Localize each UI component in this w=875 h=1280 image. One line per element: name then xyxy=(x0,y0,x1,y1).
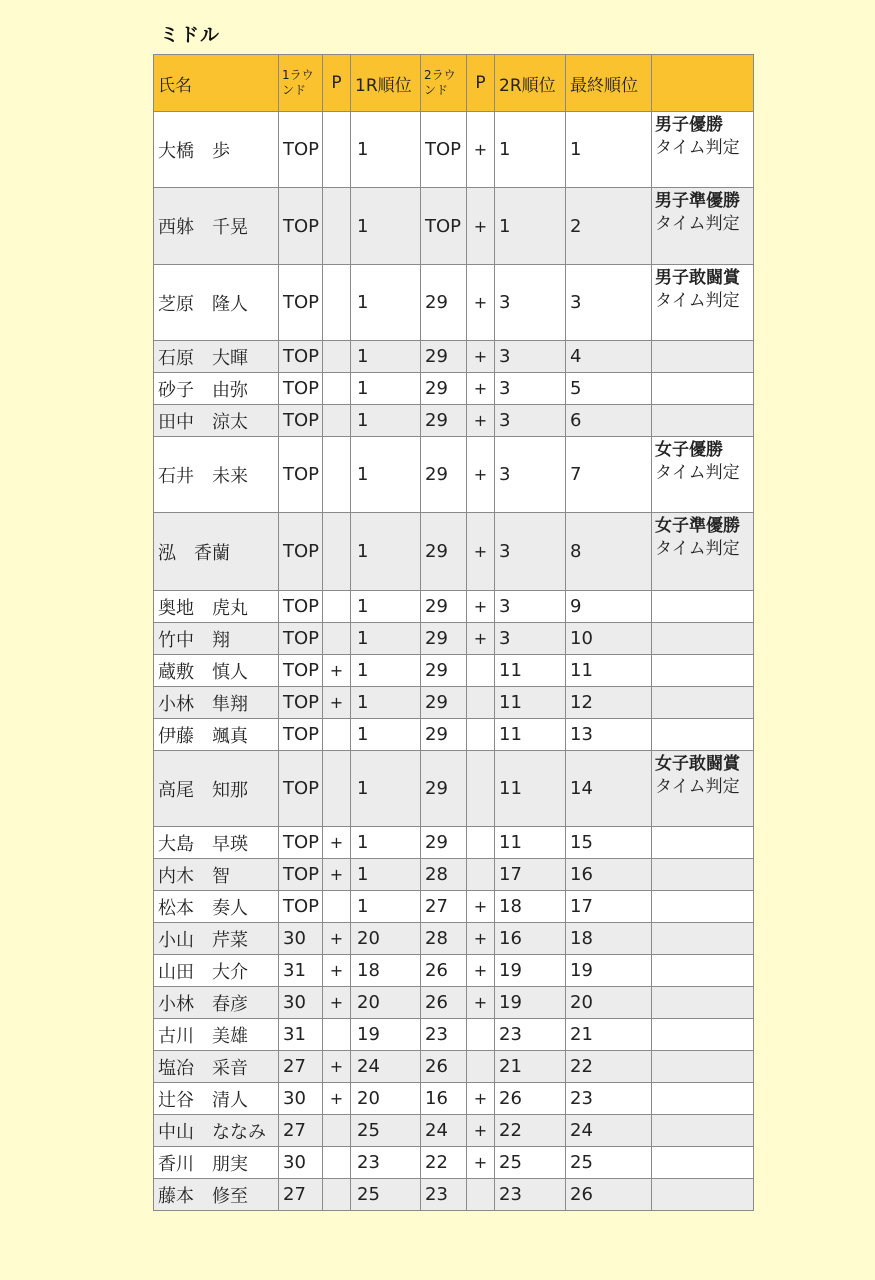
rank2-cell: 23 xyxy=(495,1019,566,1051)
name-cell: 西躰 千晃 xyxy=(154,188,279,265)
note-cell xyxy=(652,1051,754,1083)
final-rank-cell: 11 xyxy=(566,655,652,687)
table-row xyxy=(154,265,754,341)
header-p1: P xyxy=(323,55,351,112)
p2-cell xyxy=(467,1179,495,1211)
name-cell: 砂子 由弥 xyxy=(154,373,279,405)
table-row xyxy=(154,1083,754,1115)
p2-cell: + xyxy=(467,923,495,955)
p2-cell xyxy=(467,687,495,719)
rank2-cell: 3 xyxy=(495,591,566,623)
name-cell: 山田 大介 xyxy=(154,955,279,987)
header-rank1: 1R順位 xyxy=(351,55,421,112)
table-row xyxy=(154,1019,754,1051)
p2-cell: + xyxy=(467,188,495,265)
round2-cell: 29 xyxy=(421,265,467,341)
header-row xyxy=(154,55,754,112)
note-cell xyxy=(652,373,754,405)
final-rank-cell: 3 xyxy=(566,265,652,341)
header-p2: P xyxy=(467,55,495,112)
rank1-cell: 1 xyxy=(351,265,421,341)
note-cell xyxy=(652,437,754,513)
final-rank-cell: 18 xyxy=(566,923,652,955)
rank1-cell: 1 xyxy=(351,687,421,719)
p1-cell xyxy=(323,719,351,751)
p1-cell: + xyxy=(323,1051,351,1083)
table-row xyxy=(154,719,754,751)
p1-cell xyxy=(323,373,351,405)
rank2-cell: 19 xyxy=(495,955,566,987)
judgement-label: タイム判定 xyxy=(655,440,740,483)
table-row xyxy=(154,341,754,373)
final-rank-cell: 20 xyxy=(566,987,652,1019)
table-row xyxy=(154,955,754,987)
rank1-cell: 18 xyxy=(351,955,421,987)
round2-cell: 23 xyxy=(421,1019,467,1051)
note-cell xyxy=(652,1083,754,1115)
header-round1-top: 1ラウ xyxy=(282,68,314,82)
round2-cell: 22 xyxy=(421,1147,467,1179)
final-rank-cell: 9 xyxy=(566,591,652,623)
judgement-label: タイム判定 xyxy=(655,754,757,797)
name-cell: 中山 ななみ xyxy=(154,1115,279,1147)
table-row xyxy=(154,1147,754,1179)
rank2-cell: 11 xyxy=(495,751,566,827)
final-rank-cell: 15 xyxy=(566,827,652,859)
table-row xyxy=(154,1051,754,1083)
round2-cell: TOP xyxy=(421,188,467,265)
final-rank-cell: 8 xyxy=(566,513,652,591)
table-row xyxy=(154,827,754,859)
rank2-cell: 3 xyxy=(495,265,566,341)
p2-cell: + xyxy=(467,987,495,1019)
name-cell: 奥地 虎丸 xyxy=(154,591,279,623)
round2-cell: 28 xyxy=(421,923,467,955)
final-rank-cell: 21 xyxy=(566,1019,652,1051)
rank1-cell: 24 xyxy=(351,1051,421,1083)
round2-cell: 29 xyxy=(421,623,467,655)
round1-cell: TOP xyxy=(279,341,323,373)
final-rank-cell: 24 xyxy=(566,1115,652,1147)
round1-cell: TOP xyxy=(279,405,323,437)
header-round2 xyxy=(421,55,467,112)
rank2-cell: 11 xyxy=(495,827,566,859)
round2-cell: 29 xyxy=(421,687,467,719)
note-cell xyxy=(652,1019,754,1051)
section-title: ミドル xyxy=(160,24,221,46)
table-row xyxy=(154,373,754,405)
header-round2-bottom: ンド xyxy=(424,83,449,97)
round2-cell: 29 xyxy=(421,341,467,373)
round2-cell: 29 xyxy=(421,437,467,513)
round1-cell: 30 xyxy=(279,923,323,955)
p1-cell: + xyxy=(323,987,351,1019)
table-row xyxy=(154,751,754,827)
name-cell: 小林 春彦 xyxy=(154,987,279,1019)
table-row xyxy=(154,188,754,265)
round1-cell: TOP xyxy=(279,591,323,623)
p1-cell: + xyxy=(323,687,351,719)
rank1-cell: 23 xyxy=(351,1147,421,1179)
p2-cell: + xyxy=(467,1115,495,1147)
p2-cell: + xyxy=(467,112,495,188)
p1-cell xyxy=(323,891,351,923)
note-cell xyxy=(652,751,757,827)
name-cell: 蔵敷 慎人 xyxy=(154,655,279,687)
rank1-cell: 1 xyxy=(351,751,421,827)
rank2-cell: 11 xyxy=(495,655,566,687)
note-cell xyxy=(652,987,754,1019)
table-row xyxy=(154,655,754,687)
p2-cell: + xyxy=(467,1147,495,1179)
round2-cell: 27 xyxy=(421,891,467,923)
note-cell xyxy=(652,623,754,655)
round1-cell: TOP xyxy=(279,719,323,751)
p1-cell: + xyxy=(323,955,351,987)
name-cell: 大島 早瑛 xyxy=(154,827,279,859)
p2-cell: + xyxy=(467,623,495,655)
header-rank2: 2R順位 xyxy=(495,55,566,112)
rank2-cell: 23 xyxy=(495,1179,566,1211)
p1-cell xyxy=(323,405,351,437)
p1-cell xyxy=(323,437,351,513)
round2-cell: 26 xyxy=(421,955,467,987)
name-cell: 泓 香蘭 xyxy=(154,513,279,591)
rank2-cell: 3 xyxy=(495,513,566,591)
note-cell xyxy=(652,923,754,955)
p2-cell: + xyxy=(467,437,495,513)
rank1-cell: 20 xyxy=(351,923,421,955)
rank1-cell: 20 xyxy=(351,1083,421,1115)
rank1-cell: 1 xyxy=(351,655,421,687)
p2-cell: + xyxy=(467,513,495,591)
rank1-cell: 1 xyxy=(351,623,421,655)
p2-cell: + xyxy=(467,265,495,341)
rank1-cell: 1 xyxy=(351,859,421,891)
round1-cell: 30 xyxy=(279,987,323,1019)
final-rank-cell: 12 xyxy=(566,687,652,719)
final-rank-cell: 1 xyxy=(566,112,652,188)
final-rank-cell: 22 xyxy=(566,1051,652,1083)
note-cell xyxy=(652,1179,754,1211)
note-cell xyxy=(652,341,754,373)
note-cell xyxy=(652,859,754,891)
rank1-cell: 1 xyxy=(351,891,421,923)
note-cell xyxy=(652,112,754,188)
rank2-cell: 3 xyxy=(495,623,566,655)
round1-cell: TOP xyxy=(279,751,323,827)
table-row xyxy=(154,687,754,719)
results-body xyxy=(154,112,757,1211)
header-name: 氏名 xyxy=(154,55,279,112)
round1-cell: TOP xyxy=(279,655,323,687)
name-cell: 内木 智 xyxy=(154,859,279,891)
p2-cell: + xyxy=(467,373,495,405)
p2-cell: + xyxy=(467,1083,495,1115)
name-cell: 古川 美雄 xyxy=(154,1019,279,1051)
p2-cell xyxy=(467,751,495,827)
rank1-cell: 1 xyxy=(351,437,421,513)
rank2-cell: 16 xyxy=(495,923,566,955)
rank2-cell: 22 xyxy=(495,1115,566,1147)
name-cell: 竹中 翔 xyxy=(154,623,279,655)
name-cell: 香川 朋実 xyxy=(154,1147,279,1179)
rank1-cell: 1 xyxy=(351,112,421,188)
name-cell: 塩冶 采音 xyxy=(154,1051,279,1083)
round1-cell: TOP xyxy=(279,437,323,513)
p1-cell: + xyxy=(323,655,351,687)
round1-cell: TOP xyxy=(279,373,323,405)
note-cell xyxy=(652,827,754,859)
table-row xyxy=(154,513,754,591)
table-row xyxy=(154,623,754,655)
final-rank-cell: 13 xyxy=(566,719,652,751)
round1-cell: TOP xyxy=(279,827,323,859)
note-cell xyxy=(652,719,754,751)
round2-cell: 24 xyxy=(421,1115,467,1147)
round1-cell: TOP xyxy=(279,623,323,655)
final-rank-cell: 17 xyxy=(566,891,652,923)
round1-cell: 27 xyxy=(279,1051,323,1083)
round2-cell: 23 xyxy=(421,1179,467,1211)
header-round1 xyxy=(279,55,323,112)
p1-cell: + xyxy=(323,1083,351,1115)
rank1-cell: 1 xyxy=(351,513,421,591)
rank1-cell: 1 xyxy=(351,341,421,373)
p2-cell xyxy=(467,827,495,859)
rank2-cell: 25 xyxy=(495,1147,566,1179)
judgement-label: タイム判定 xyxy=(655,268,757,311)
note-cell xyxy=(652,513,757,591)
final-rank-cell: 5 xyxy=(566,373,652,405)
rank1-cell: 1 xyxy=(351,827,421,859)
note-cell xyxy=(652,591,754,623)
table-row xyxy=(154,405,754,437)
note-cell xyxy=(652,955,754,987)
final-rank-cell: 14 xyxy=(566,751,652,827)
round2-cell: 29 xyxy=(421,373,467,405)
p1-cell: + xyxy=(323,827,351,859)
header-round2-top: 2ラウ xyxy=(424,68,456,82)
p1-cell xyxy=(323,1115,351,1147)
name-cell: 小林 隼翔 xyxy=(154,687,279,719)
judgement-label: タイム判定 xyxy=(655,516,757,559)
round2-cell: 29 xyxy=(421,591,467,623)
header-round1-bottom: ンド xyxy=(282,83,307,97)
final-rank-cell: 2 xyxy=(566,188,652,265)
rank2-cell: 1 xyxy=(495,188,566,265)
round1-cell: TOP xyxy=(279,859,323,891)
table-row xyxy=(154,891,754,923)
rank2-cell: 19 xyxy=(495,987,566,1019)
note-cell xyxy=(652,1147,754,1179)
round2-cell: 29 xyxy=(421,719,467,751)
rank2-cell: 3 xyxy=(495,405,566,437)
award-label: 女子敢闘賞 xyxy=(655,754,740,774)
note-cell xyxy=(652,687,754,719)
round1-cell: 27 xyxy=(279,1179,323,1211)
final-rank-cell: 6 xyxy=(566,405,652,437)
round2-cell: 16 xyxy=(421,1083,467,1115)
p2-cell xyxy=(467,1051,495,1083)
rank2-cell: 18 xyxy=(495,891,566,923)
award-label: 女子準優勝 xyxy=(655,516,740,536)
p2-cell: + xyxy=(467,591,495,623)
name-cell: 藤本 修至 xyxy=(154,1179,279,1211)
final-rank-cell: 26 xyxy=(566,1179,652,1211)
rank2-cell: 3 xyxy=(495,437,566,513)
round1-cell: TOP xyxy=(279,891,323,923)
p1-cell xyxy=(323,1179,351,1211)
round2-cell: 29 xyxy=(421,513,467,591)
p1-cell xyxy=(323,188,351,265)
rank2-cell: 21 xyxy=(495,1051,566,1083)
note-cell xyxy=(652,405,754,437)
round1-cell: 31 xyxy=(279,955,323,987)
round1-cell: TOP xyxy=(279,188,323,265)
round2-cell: 29 xyxy=(421,751,467,827)
round1-cell: TOP xyxy=(279,687,323,719)
results-table xyxy=(153,54,757,1211)
round1-cell: 27 xyxy=(279,1115,323,1147)
round1-cell: TOP xyxy=(279,513,323,591)
p1-cell xyxy=(323,513,351,591)
p1-cell xyxy=(323,751,351,827)
table-row xyxy=(154,923,754,955)
rank2-cell: 17 xyxy=(495,859,566,891)
name-cell: 石原 大暉 xyxy=(154,341,279,373)
p1-cell: + xyxy=(323,923,351,955)
rank1-cell: 1 xyxy=(351,591,421,623)
p1-cell xyxy=(323,1019,351,1051)
note-cell xyxy=(652,655,754,687)
round1-cell: 31 xyxy=(279,1019,323,1051)
p2-cell: + xyxy=(467,405,495,437)
table-row xyxy=(154,859,754,891)
round2-cell: 28 xyxy=(421,859,467,891)
p2-cell xyxy=(467,1019,495,1051)
award-label: 男子優勝 xyxy=(655,115,723,135)
final-rank-cell: 25 xyxy=(566,1147,652,1179)
rank2-cell: 26 xyxy=(495,1083,566,1115)
header-final: 最終順位 xyxy=(566,55,652,112)
rank1-cell: 1 xyxy=(351,719,421,751)
note-cell xyxy=(652,891,754,923)
rank2-cell: 11 xyxy=(495,687,566,719)
p1-cell xyxy=(323,591,351,623)
rank2-cell: 3 xyxy=(495,373,566,405)
judgement-label: タイム判定 xyxy=(655,191,757,234)
header-note xyxy=(652,55,754,112)
p2-cell: + xyxy=(467,955,495,987)
name-cell: 田中 涼太 xyxy=(154,405,279,437)
award-label: 女子優勝 xyxy=(655,440,723,460)
p1-cell xyxy=(323,623,351,655)
table-row xyxy=(154,1115,754,1147)
table-row xyxy=(154,437,754,513)
final-rank-cell: 10 xyxy=(566,623,652,655)
rank1-cell: 19 xyxy=(351,1019,421,1051)
p1-cell xyxy=(323,265,351,341)
p2-cell xyxy=(467,859,495,891)
name-cell: 石井 未来 xyxy=(154,437,279,513)
p2-cell: + xyxy=(467,891,495,923)
round1-cell: 30 xyxy=(279,1083,323,1115)
round2-cell: TOP xyxy=(421,112,467,188)
rank1-cell: 25 xyxy=(351,1115,421,1147)
round2-cell: 29 xyxy=(421,655,467,687)
p2-cell xyxy=(467,719,495,751)
p1-cell xyxy=(323,1147,351,1179)
p2-cell xyxy=(467,655,495,687)
p1-cell xyxy=(323,112,351,188)
name-cell: 大橋 歩 xyxy=(154,112,279,188)
round2-cell: 26 xyxy=(421,1051,467,1083)
rank1-cell: 1 xyxy=(351,373,421,405)
note-cell xyxy=(652,188,757,265)
final-rank-cell: 7 xyxy=(566,437,652,513)
award-label: 男子準優勝 xyxy=(655,191,740,211)
final-rank-cell: 19 xyxy=(566,955,652,987)
p1-cell xyxy=(323,341,351,373)
name-cell: 伊藤 颯真 xyxy=(154,719,279,751)
round1-cell: TOP xyxy=(279,265,323,341)
name-cell: 小山 芹菜 xyxy=(154,923,279,955)
round1-cell: 30 xyxy=(279,1147,323,1179)
table-row xyxy=(154,591,754,623)
rank2-cell: 11 xyxy=(495,719,566,751)
final-rank-cell: 16 xyxy=(566,859,652,891)
rank2-cell: 3 xyxy=(495,341,566,373)
final-rank-cell: 23 xyxy=(566,1083,652,1115)
round2-cell: 26 xyxy=(421,987,467,1019)
round2-cell: 29 xyxy=(421,827,467,859)
name-cell: 辻谷 清人 xyxy=(154,1083,279,1115)
table-row xyxy=(154,112,754,188)
judgement-label: タイム判定 xyxy=(655,115,740,158)
table-row xyxy=(154,987,754,1019)
rank2-cell: 1 xyxy=(495,112,566,188)
p2-cell: + xyxy=(467,341,495,373)
rank1-cell: 1 xyxy=(351,405,421,437)
final-rank-cell: 4 xyxy=(566,341,652,373)
award-label: 男子敢闘賞 xyxy=(655,268,740,288)
note-cell xyxy=(652,1115,754,1147)
note-cell xyxy=(652,265,757,341)
round1-cell: TOP xyxy=(279,112,323,188)
rank1-cell: 1 xyxy=(351,188,421,265)
name-cell: 芝原 隆人 xyxy=(154,265,279,341)
rank1-cell: 25 xyxy=(351,1179,421,1211)
round2-cell: 29 xyxy=(421,405,467,437)
name-cell: 松本 奏人 xyxy=(154,891,279,923)
table-row xyxy=(154,1179,754,1211)
name-cell: 高尾 知那 xyxy=(154,751,279,827)
rank1-cell: 20 xyxy=(351,987,421,1019)
p1-cell: + xyxy=(323,859,351,891)
